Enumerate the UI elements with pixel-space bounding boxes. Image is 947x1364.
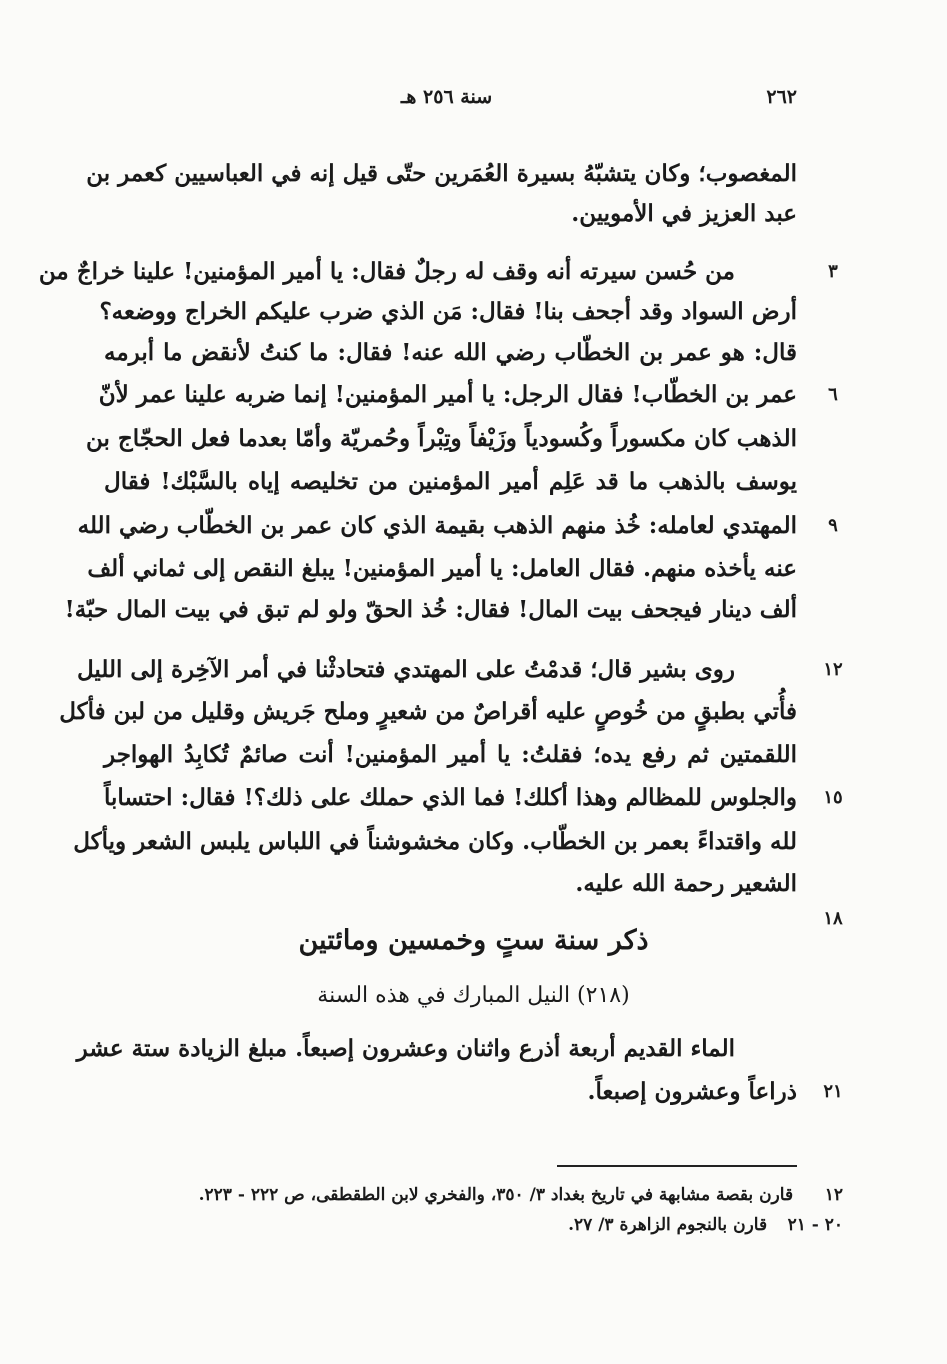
line-number: ٣: [828, 261, 838, 282]
text-line: فأُتي بطبقٍ من خُوصٍ عليه أقراصٌ من شعيرٍ وملح جَريش وقليل من لبن فأكل: [59, 698, 797, 725]
footnote: [103, 1180, 843, 1210]
text-line: عبد العزيز في الأمويين.: [571, 200, 797, 227]
text-line: لله واقتداءً بعمر بن الخطّاب. وكان مخشوشناً في اللباس يلبس الشعر ويأكل: [73, 828, 797, 855]
line-number: ٢١: [823, 1081, 843, 1102]
text-line: والجلوس للمظالم وهذا أكلك! فما الذي حملك على ذلك؟! فقال: احتساباً: [104, 784, 797, 811]
text-line: عنه يأخذه منهم. فقال العامل: يا أمير المؤمنين! يبلغ النقص إلى ثماني ألف: [87, 555, 797, 582]
line-number: ١٥: [823, 787, 843, 808]
subheading: (٢١٨) النيل المبارك في هذه السنة: [317, 983, 630, 1008]
text-line: الشعير رحمة الله عليه.: [575, 870, 797, 897]
text-line: ألف دينار فيجحف بيت المال! فقال: خُذ الحقّ ولو لم تبق في بيت المال حبّة!: [64, 596, 797, 623]
footnote-text: قارن بالنجوم الزاهرة ٣/ ٢٧.: [568, 1215, 768, 1235]
text-line: اللقمتين ثم رفع يده؛ فقلتُ: يا أمير المؤمنين! أنت صائمٌ تُكابِدُ الهواجر: [104, 741, 797, 768]
running-header: [96, 86, 797, 116]
line-number: ٦: [828, 384, 838, 405]
line-number: ٩: [828, 515, 838, 536]
text-line: المهتدي لعامله: خُذ منهم الذهب بقيمة الذي كان عمر بن الخطّاب رضي الله: [77, 512, 797, 539]
footnote-ref: ١٢: [824, 1185, 843, 1205]
text-line: روى بشير قال؛ قدمْتُ على المهتدي فتحادثْنا في أمر الآخِرة إلى الليل: [76, 656, 735, 683]
page-number: ٢٦٢: [766, 86, 797, 108]
text-line: المغصوب؛ وكان يتشبّهُ بسيرة العُمَرين حتّى قيل إنه في العباسيين كعمر بن: [86, 160, 797, 187]
line-number: ١٨: [823, 908, 843, 929]
text-line: الماء القديم أربعة أذرع واثنان وعشرون إصبعاً. مبلغ الزيادة ستة عشر: [76, 1035, 735, 1062]
text-line: عمر بن الخطّاب! فقال الرجل: يا أمير المؤمنين! إنما ضربه علينا عمر لأنّ: [98, 381, 797, 408]
text-line: يوسف بالذهب ما قد عَلِم أمير المؤمنين من تخليصه إياه بالسَّبْك! فقال: [104, 468, 797, 495]
text-line: الذهب كان مكسوراً وكُسودياً وزَيْفاً وتِبْراً وحُمريّة وأمّا بعدما فعل الحجّاج بن: [85, 425, 797, 452]
text-line: ذراعاً وعشرون إصبعاً.: [587, 1078, 797, 1105]
running-title: سنة ٢٥٦ هـ: [400, 86, 493, 108]
text-line: من حُسن سيرته أنه وقف له رجلٌ فقال: يا أمير المؤمنين! علينا خراجٌ من: [38, 258, 735, 285]
footnote-text: قارن بقصة مشابهة في تاريخ بغداد ٣/ ٣٥٠، والفخري لابن الطقطقى، ص ٢٢٢ - ٢٢٣.: [198, 1185, 794, 1205]
text-line: قال: هو عمر بن الخطّاب رضي الله عنه! فقال: ما كنتُ لأنقض ما أبرمه: [104, 339, 797, 366]
footnote-separator: [557, 1165, 797, 1167]
footnote-ref: ٢٠ - ٢١: [787, 1215, 843, 1235]
footnote: [103, 1210, 843, 1240]
text-line: أرض السواد وقد أجحف بنا! فقال: مَن الذي ضرب عليكم الخراج ووضعه؟: [99, 298, 797, 325]
section-heading: ذكر سنة ستٍ وخمسين ومائتين: [298, 925, 649, 956]
line-number: ١٢: [823, 659, 843, 680]
